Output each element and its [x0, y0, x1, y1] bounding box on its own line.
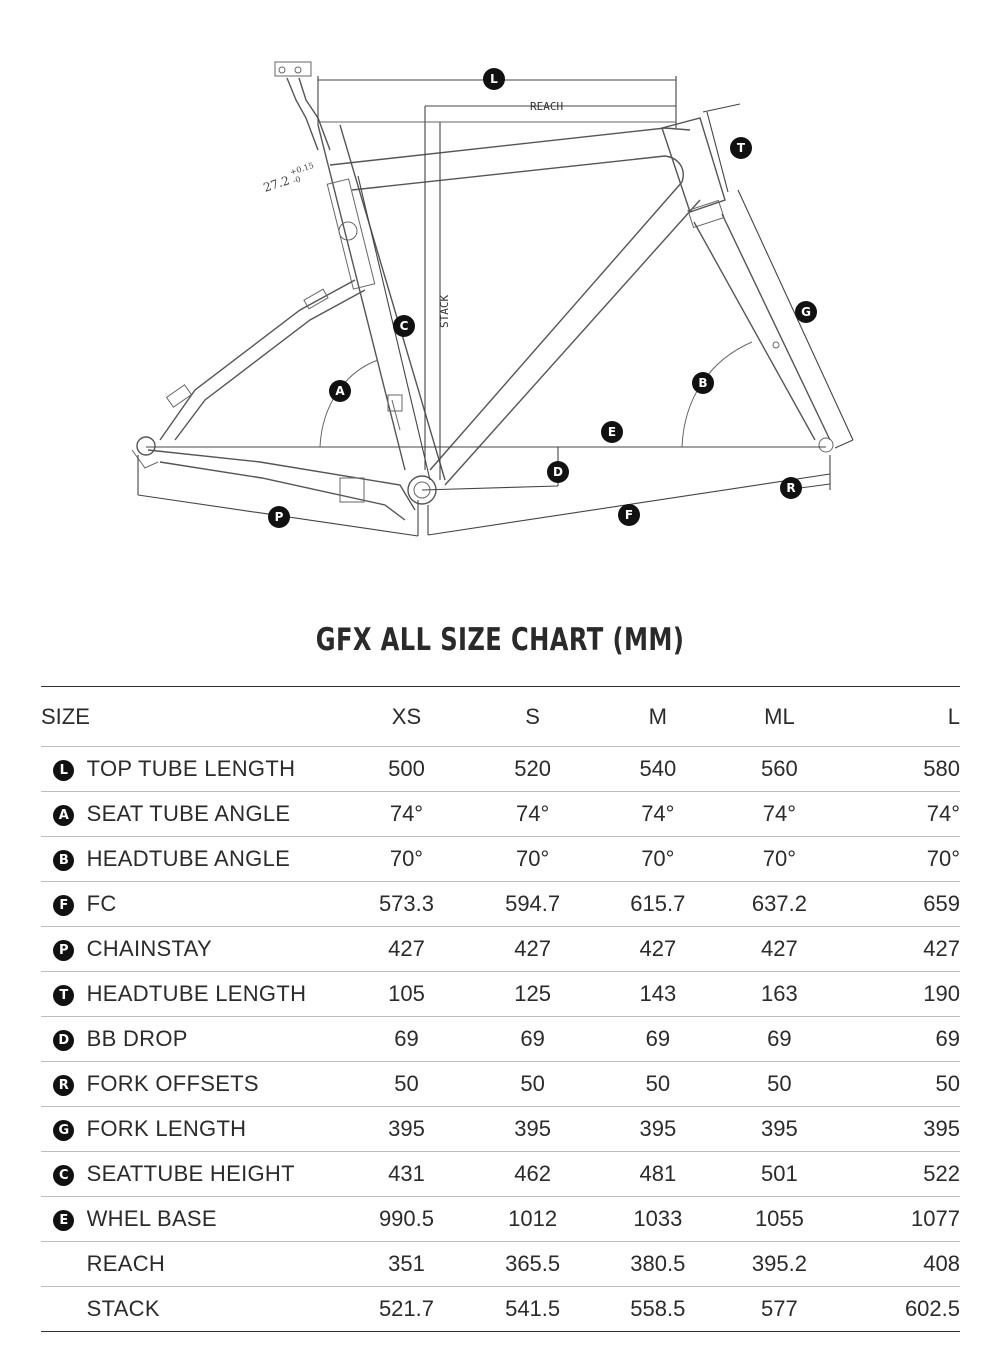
label-T: [730, 137, 752, 159]
table-row: [41, 792, 960, 837]
row-measurement-name: SEATTUBE HEIGHT: [87, 1152, 355, 1197]
row-value-s: 1012: [458, 1197, 607, 1242]
row-value-ml: 395: [709, 1107, 851, 1152]
row-value-s: 541.5: [458, 1287, 607, 1332]
row-measurement-name: BB DROP: [87, 1017, 355, 1062]
label-F: [618, 504, 640, 526]
row-value-m: 143: [607, 972, 709, 1017]
row-badge-cell: [41, 972, 87, 1017]
row-value-m: 540: [607, 747, 709, 792]
row-value-ml: 163: [709, 972, 851, 1017]
svg-text:T: T: [736, 141, 746, 155]
row-value-s: 125: [458, 972, 607, 1017]
row-value-l: 602.5: [850, 1287, 960, 1332]
table-row: [41, 927, 960, 972]
row-value-xs: 69: [355, 1017, 458, 1062]
row-measurement-name: HEADTUBE ANGLE: [87, 837, 355, 882]
row-badge-icon: B: [53, 850, 74, 871]
row-badge-icon: T: [53, 985, 74, 1006]
row-value-ml: 74°: [709, 792, 851, 837]
row-value-m: 427: [607, 927, 709, 972]
row-value-ml: 637.2: [709, 882, 851, 927]
row-value-m: 50: [607, 1062, 709, 1107]
row-measurement-name: HEADTUBE LENGTH: [87, 972, 355, 1017]
row-badge-cell: [41, 837, 87, 882]
row-badge-icon: C: [53, 1165, 74, 1186]
row-value-l: 1077: [850, 1197, 960, 1242]
row-value-xs: 74°: [355, 792, 458, 837]
row-value-l: 580: [850, 747, 960, 792]
row-value-m: 74°: [607, 792, 709, 837]
svg-text:E: E: [607, 425, 617, 439]
label-G: [795, 301, 817, 323]
row-value-s: 74°: [458, 792, 607, 837]
row-badge-icon: G: [53, 1120, 74, 1141]
size-header-m: M: [607, 687, 709, 747]
size-header-label: SIZE: [41, 687, 355, 747]
row-measurement-name: SEAT TUBE ANGLE: [87, 792, 355, 837]
row-value-m: 69: [607, 1017, 709, 1062]
row-badge-cell: [41, 1017, 87, 1062]
label-A: [329, 380, 351, 402]
size-header-xs: XS: [355, 687, 458, 747]
table-row: [41, 1152, 960, 1197]
row-value-l: 69: [850, 1017, 960, 1062]
row-badge-cell: [41, 882, 87, 927]
row-value-ml: 577: [709, 1287, 851, 1332]
row-measurement-name: TOP TUBE LENGTH: [87, 747, 355, 792]
table-header-row: [41, 687, 960, 747]
row-badge-icon: E: [53, 1210, 74, 1231]
row-value-ml: 395.2: [709, 1242, 851, 1287]
svg-text:G: G: [801, 305, 811, 319]
row-value-m: 481: [607, 1152, 709, 1197]
table-row: [41, 972, 960, 1017]
label-P: [268, 506, 290, 528]
row-value-ml: 427: [709, 927, 851, 972]
row-value-l: 70°: [850, 837, 960, 882]
row-value-s: 462: [458, 1152, 607, 1197]
row-measurement-name: FC: [87, 882, 355, 927]
svg-text:B: B: [698, 376, 708, 390]
row-value-xs: 990.5: [355, 1197, 458, 1242]
chart-title: GFX ALL SIZE CHART (MM): [315, 622, 685, 658]
row-value-xs: 105: [355, 972, 458, 1017]
row-value-l: 659: [850, 882, 960, 927]
row-value-m: 558.5: [607, 1287, 709, 1332]
row-value-ml: 560: [709, 747, 851, 792]
row-badge-cell: [41, 1197, 87, 1242]
row-value-l: 190: [850, 972, 960, 1017]
row-value-m: 615.7: [607, 882, 709, 927]
row-value-s: 594.7: [458, 882, 607, 927]
table-row: [41, 1197, 960, 1242]
row-value-s: 50: [458, 1062, 607, 1107]
row-value-xs: 521.7: [355, 1287, 458, 1332]
row-badge-cell: [41, 1152, 87, 1197]
row-badge-cell: [41, 1287, 87, 1332]
label-R: [780, 477, 802, 499]
row-badge-icon: F: [53, 895, 74, 916]
svg-text:C: C: [399, 319, 409, 333]
label-C: [393, 315, 415, 337]
svg-text:27.2: 27.2: [261, 173, 292, 195]
row-badge-cell: [41, 1242, 87, 1287]
svg-text:R: R: [786, 481, 796, 495]
row-value-ml: 69: [709, 1017, 851, 1062]
row-value-xs: 500: [355, 747, 458, 792]
table-row: [41, 1062, 960, 1107]
frame-geometry-diagram: [0, 0, 1000, 580]
stack-annotation: STACK: [438, 294, 451, 328]
row-badge-icon: R: [53, 1075, 74, 1096]
row-value-ml: 70°: [709, 837, 851, 882]
row-value-xs: 431: [355, 1152, 458, 1197]
row-measurement-name: STACK: [87, 1287, 355, 1332]
seatpost-diameter: [260, 161, 317, 195]
row-value-xs: 70°: [355, 837, 458, 882]
row-value-ml: 1055: [709, 1197, 851, 1242]
size-chart-table: [41, 686, 960, 1332]
row-value-s: 365.5: [458, 1242, 607, 1287]
row-measurement-name: WHEL BASE: [87, 1197, 355, 1242]
label-E: [601, 421, 623, 443]
table-row: [41, 837, 960, 882]
row-value-xs: 573.3: [355, 882, 458, 927]
table-row: [41, 1017, 960, 1062]
row-value-ml: 501: [709, 1152, 851, 1197]
label-L: [483, 68, 505, 90]
row-badge-cell: [41, 1062, 87, 1107]
row-value-xs: 395: [355, 1107, 458, 1152]
label-D: [547, 461, 569, 483]
row-value-l: 522: [850, 1152, 960, 1197]
row-measurement-name: REACH: [87, 1242, 355, 1287]
size-header-s: S: [458, 687, 607, 747]
row-value-l: 408: [850, 1242, 960, 1287]
row-value-s: 427: [458, 927, 607, 972]
row-value-s: 69: [458, 1017, 607, 1062]
label-B: [692, 372, 714, 394]
row-value-l: 427: [850, 927, 960, 972]
row-value-m: 380.5: [607, 1242, 709, 1287]
table-row: [41, 747, 960, 792]
svg-text:F: F: [624, 508, 634, 522]
row-value-l: 395: [850, 1107, 960, 1152]
svg-text:D: D: [553, 465, 563, 479]
row-value-s: 395: [458, 1107, 607, 1152]
svg-text:+0.15: +0.15: [288, 160, 315, 178]
row-value-xs: 50: [355, 1062, 458, 1107]
row-measurement-name: CHAINSTAY: [87, 927, 355, 972]
svg-text:L: L: [490, 72, 498, 86]
row-value-l: 50: [850, 1062, 960, 1107]
row-badge-cell: [41, 747, 87, 792]
seatpost-drawing: [275, 62, 330, 150]
row-value-m: 70°: [607, 837, 709, 882]
row-value-s: 520: [458, 747, 607, 792]
table-row: [41, 1287, 960, 1332]
reach-annotation: REACH: [530, 100, 564, 113]
row-badge-cell: [41, 792, 87, 837]
row-badge-icon: D: [53, 1030, 74, 1051]
row-badge-icon: A: [53, 805, 74, 826]
row-badge-cell: [41, 1107, 87, 1152]
row-badge-icon: P: [53, 940, 74, 961]
table-row: [41, 882, 960, 927]
row-value-xs: 427: [355, 927, 458, 972]
row-measurement-name: FORK LENGTH: [87, 1107, 355, 1152]
row-value-xs: 351: [355, 1242, 458, 1287]
svg-text:P: P: [274, 510, 284, 524]
table-row: [41, 1242, 960, 1287]
svg-text:A: A: [335, 384, 345, 398]
row-value-ml: 50: [709, 1062, 851, 1107]
row-badge-cell: [41, 927, 87, 972]
table-row: [41, 1107, 960, 1152]
row-value-s: 70°: [458, 837, 607, 882]
row-badge-icon: L: [53, 760, 74, 781]
row-value-l: 74°: [850, 792, 960, 837]
size-header-ml: ML: [709, 687, 851, 747]
size-header-l: L: [850, 687, 960, 747]
frame-drawing: [132, 118, 833, 520]
svg-text:-0: -0: [291, 174, 302, 186]
row-measurement-name: FORK OFFSETS: [87, 1062, 355, 1107]
row-value-m: 1033: [607, 1197, 709, 1242]
row-value-m: 395: [607, 1107, 709, 1152]
